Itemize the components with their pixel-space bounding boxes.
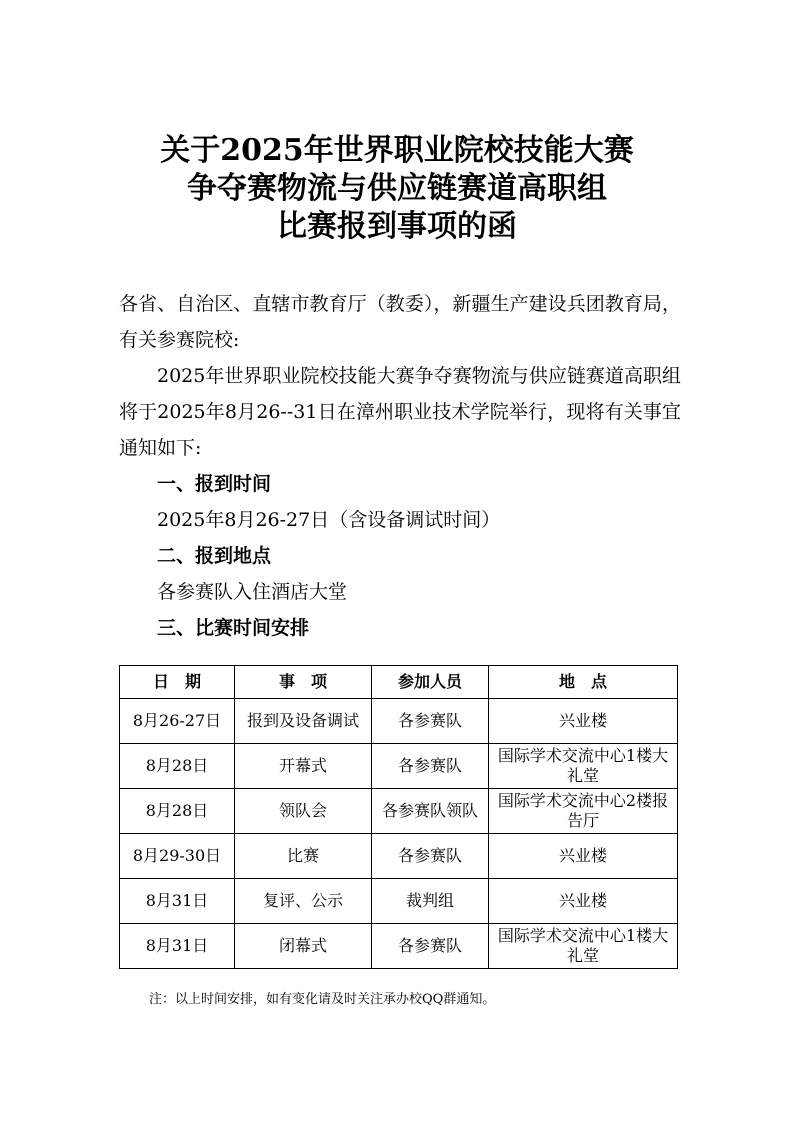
table-row — [120, 879, 678, 924]
cell-date: 8月29-30日 — [120, 834, 235, 879]
cell-item: 报到及设备调试 — [235, 699, 372, 744]
cell-item: 开幕式 — [235, 744, 372, 789]
cell-location: 国际学术交流中心1楼大礼堂 — [489, 744, 678, 789]
cell-date: 8月28日 — [120, 744, 235, 789]
table-row — [120, 789, 678, 834]
cell-location: 兴业楼 — [489, 834, 678, 879]
table-header-row — [120, 666, 678, 699]
cell-location: 国际学术交流中心2楼报告厅 — [489, 789, 678, 834]
cell-item: 比赛 — [235, 834, 372, 879]
cell-date: 8月31日 — [120, 879, 235, 924]
header-participants: 参加人员 — [372, 666, 489, 699]
intro-paragraph: 2025年世界职业院校技能大赛争夺赛物流与供应链赛道高职组将于2025年8月26--31日在漳州职业技术学院举行，现将有关事宜通知如下: — [119, 365, 681, 459]
section-heading-report-time: 一、报到时间 — [157, 473, 272, 495]
letter-body — [119, 286, 681, 646]
cell-location: 兴业楼 — [489, 699, 678, 744]
cell-participants: 各参赛队 — [372, 744, 489, 789]
cell-item: 领队会 — [235, 789, 372, 834]
table-row — [120, 834, 678, 879]
document-title — [0, 132, 794, 246]
cell-item: 复评、公示 — [235, 879, 372, 924]
table-row — [120, 699, 678, 744]
title-line-3: 比赛报到事项的函 — [277, 209, 517, 244]
cell-date: 8月31日 — [120, 924, 235, 969]
section-heading-report-place: 二、报到地点 — [157, 545, 272, 567]
header-location: 地 点 — [489, 666, 678, 699]
cell-participants: 各参赛队 — [372, 834, 489, 879]
addressee: 各省、自治区、直辖市教育厅（教委），新疆生产建设兵团教育局，有关参赛院校: — [119, 293, 681, 351]
cell-date: 8月26-27日 — [120, 699, 235, 744]
section-heading-schedule: 三、比赛时间安排 — [157, 617, 310, 639]
cell-participants: 各参赛队领队 — [372, 789, 489, 834]
table-row — [120, 744, 678, 789]
section-content-report-place: 各参赛队入住酒店大堂 — [157, 581, 348, 603]
cell-participants: 裁判组 — [372, 879, 489, 924]
schedule-table — [119, 665, 678, 969]
title-line-1: 关于2025年世界职业院校技能大赛 — [160, 133, 634, 168]
cell-item: 闭幕式 — [235, 924, 372, 969]
table-row — [120, 924, 678, 969]
section-content-report-time: 2025年8月26-27日（含设备调试时间） — [157, 509, 501, 531]
title-line-2: 争夺赛物流与供应链赛道高职组 — [187, 171, 607, 206]
cell-location: 兴业楼 — [489, 879, 678, 924]
header-item: 事 项 — [235, 666, 372, 699]
cell-participants: 各参赛队 — [372, 699, 489, 744]
cell-participants: 各参赛队 — [372, 924, 489, 969]
cell-date: 8月28日 — [120, 789, 235, 834]
schedule-note: 注：以上时间安排，如有变化请及时关注承办校QQ群通知。 — [149, 992, 496, 1007]
header-date: 日 期 — [120, 666, 235, 699]
cell-location: 国际学术交流中心1楼大礼堂 — [489, 924, 678, 969]
